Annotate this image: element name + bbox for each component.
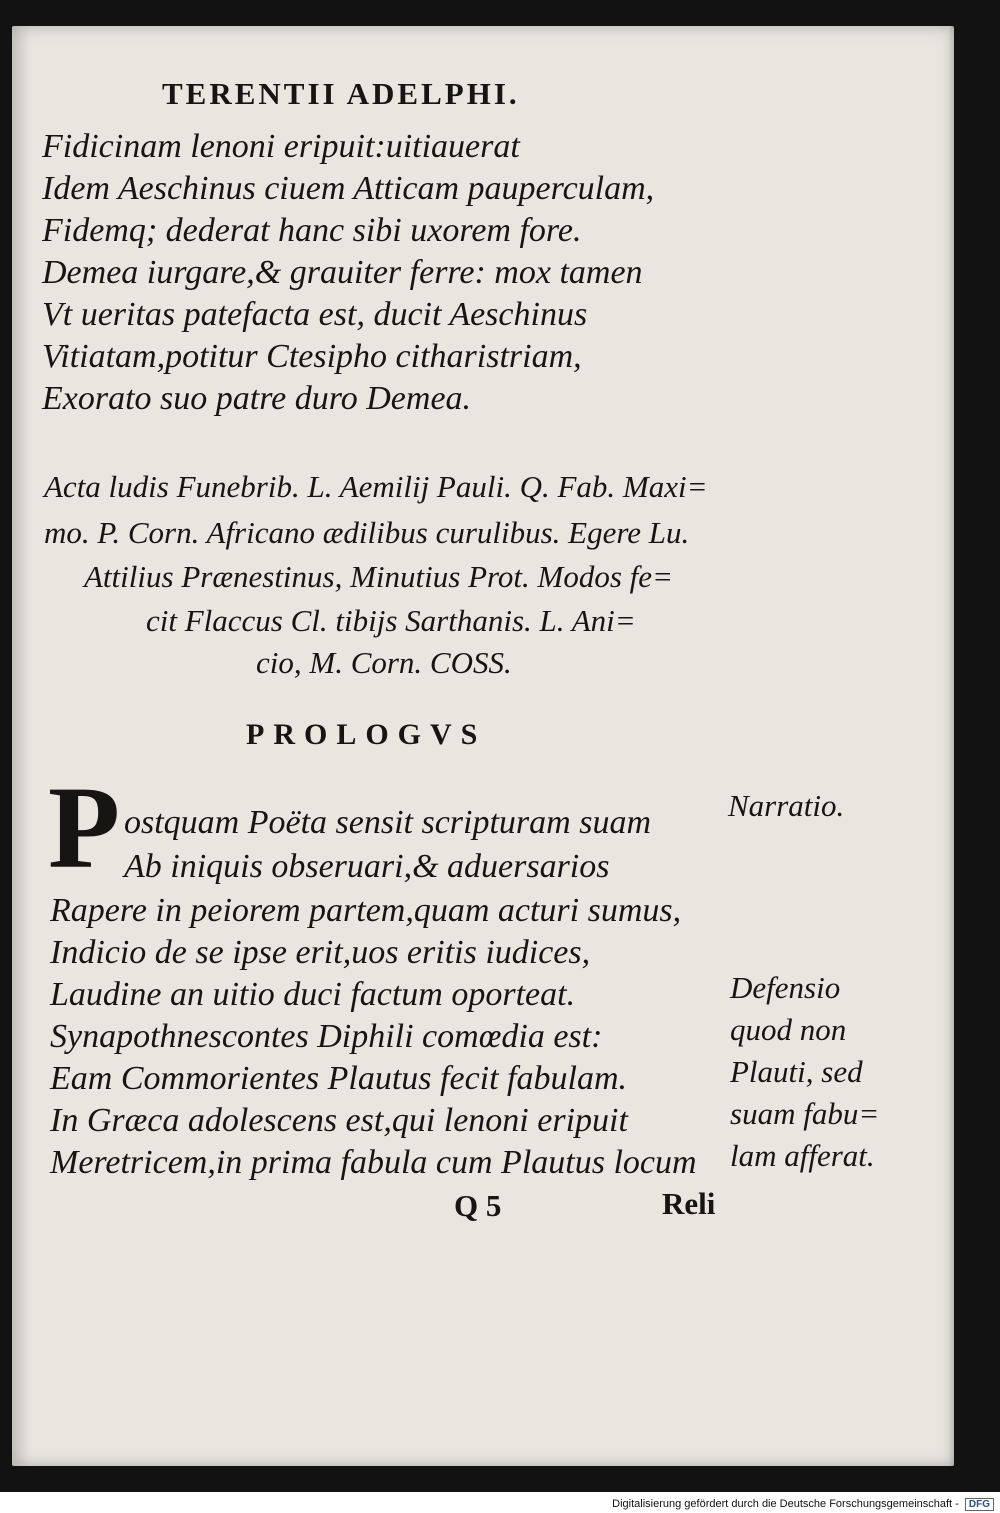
prologus-line: Meretricem,in prima fabula cum Plautus locum: [50, 1144, 697, 1181]
page-edge-shadow: [948, 26, 954, 1466]
argumentum-line: Exorato suo patre duro Demea.: [42, 380, 472, 417]
marginal-note-defensio: suam fabu=: [730, 1096, 880, 1131]
prologus-line: Ab iniquis obseruari,& aduersarios: [124, 848, 610, 885]
running-head: TERENTII ADELPHI.: [162, 76, 520, 111]
didascalia-line: cio, M. Corn. COSS.: [256, 645, 512, 680]
prologus-line: Eam Commorientes Plautus fecit fabulam.: [50, 1060, 628, 1097]
marginal-note-defensio: lam afferat.: [730, 1138, 875, 1173]
argumentum-line: Vitiatam,potitur Ctesipho citharistriam,: [42, 338, 582, 375]
catchword: Reli: [662, 1186, 716, 1221]
argumentum-line: Fidemq; dederat hanc sibi uxorem fore.: [42, 212, 582, 249]
argumentum-line: Demea iurgare,& grauiter ferre: mox tamen: [42, 254, 643, 291]
marginal-note-defensio: Defensio: [730, 970, 841, 1005]
argumentum-line: Idem Aeschinus ciuem Atticam pauperculam,: [42, 170, 655, 207]
prologus-line: Indicio de se ipse erit,uos eritis iudices,: [50, 934, 591, 971]
signature-mark: Q 5: [454, 1188, 502, 1223]
prologus-line: Rapere in peiorem partem,quam acturi sumus,: [50, 892, 682, 929]
prologus-heading: PROLOGVS: [246, 718, 487, 751]
didascalia-line: cit Flaccus Cl. tibijs Sarthanis. L. Ani=: [146, 603, 636, 638]
prologus-line: Laudine an uitio duci factum oporteat.: [50, 976, 576, 1013]
digitization-notice: [612, 1498, 994, 1511]
marginal-note-defensio: quod non: [730, 1012, 847, 1047]
prologus-line: Synapothnescontes Diphili comœdia est:: [50, 1018, 603, 1055]
drop-cap: P: [48, 762, 121, 893]
didascalia-line: Acta ludis Funebrib. L. Aemilij Pauli. Q. Fab. Maxi=: [44, 469, 708, 504]
dfg-logo: DFG: [965, 1498, 994, 1511]
didascalia-line: mo. P. Corn. Africano ædilibus curulibus. Egere Lu.: [44, 515, 690, 550]
marginal-note-defensio: Plauti, sed: [730, 1054, 863, 1089]
argumentum-line: Vt ueritas patefacta est, ducit Aeschinus: [42, 296, 588, 333]
digitization-notice-text: Digitalisierung gefördert durch die Deutsche Forschungsgemeinschaft -: [612, 1498, 959, 1510]
didascalia-line: Attilius Prænestinus, Minutius Prot. Modos fe=: [84, 559, 673, 594]
argumentum-line: Fidicinam lenoni eripuit:uitiauerat: [42, 128, 520, 165]
prologus-line: In Græca adolescens est,qui lenoni eripuit: [50, 1102, 628, 1139]
prologus-line: ostquam Poëta sensit scripturam suam: [124, 804, 651, 841]
marginal-note-narratio: Narratio.: [728, 788, 845, 823]
